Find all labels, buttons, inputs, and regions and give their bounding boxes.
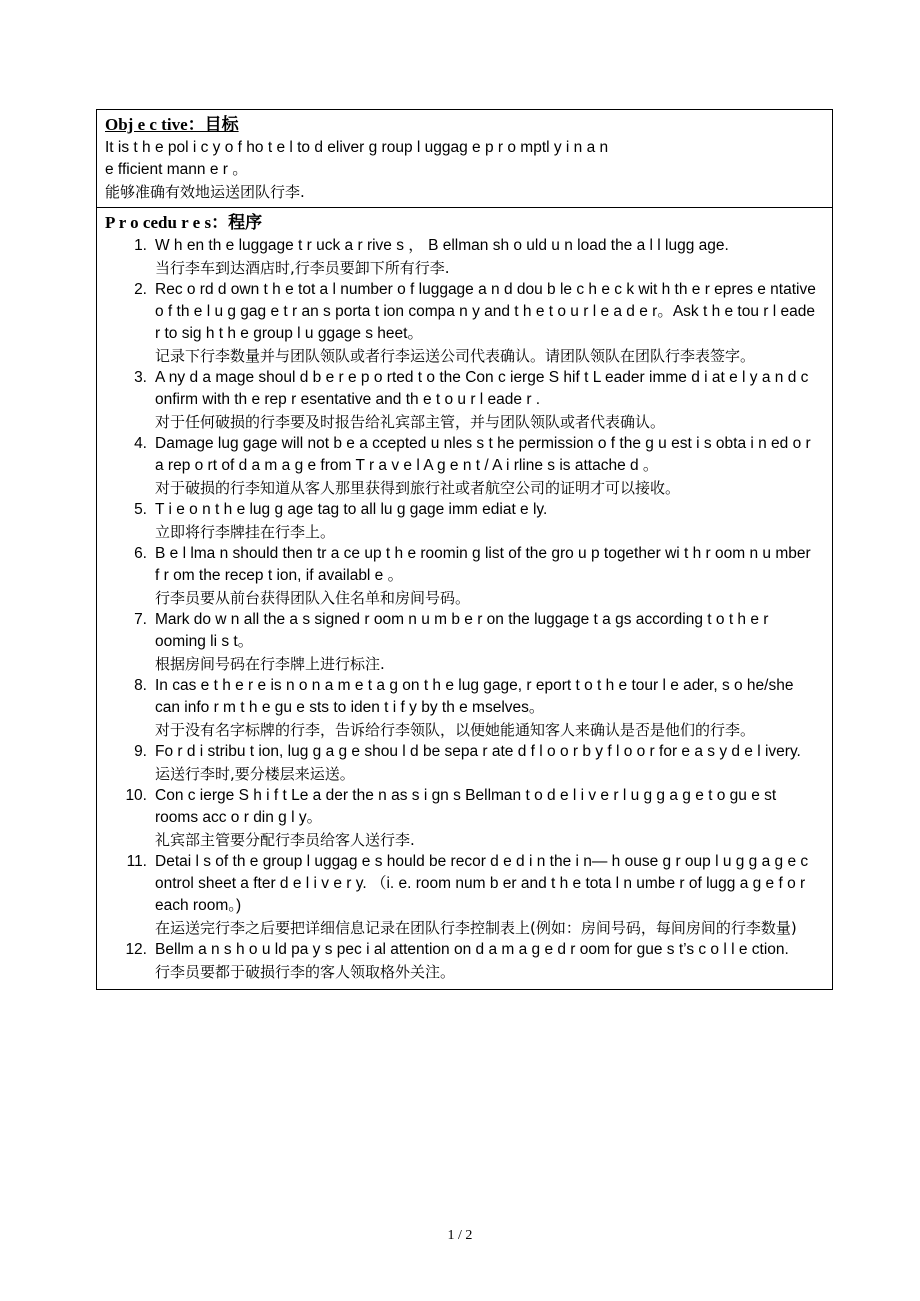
step-english-text: Fo r d i stribu t ion, lug g a g e shou l d be sepa r ate d f l o o r b y f l o o r for e a s y d e l ivery.	[155, 743, 801, 760]
step-number: 1.	[134, 237, 147, 254]
step-english-text: Detai l s of th e group l uggag e s hould be recor d e d i n the i n— h ouse g r oup l u g g a g e c ontrol sheet a fter d e l i v e r y. （i. e. room num b er and t h e tota l n umbe r of lugg a g e f o r each room。)	[155, 853, 809, 914]
procedure-step	[105, 433, 824, 499]
procedure-step	[105, 279, 824, 367]
step-body	[155, 851, 824, 939]
step-chinese-text: 行李员要都于破损行李的客人领取格外关注。	[155, 963, 456, 981]
procedure-step	[105, 235, 824, 279]
step-body	[155, 367, 824, 433]
procedure-step	[105, 675, 824, 741]
step-english-text: Bellm a n s h o u ld pa y s pec i al attention on d a m a g e d r oom for gue s t’s c o l l e ction.	[155, 941, 789, 958]
procedure-step	[105, 543, 824, 609]
step-english-text: Mark do w n all the a s signed r oom n u m b e r on the luggage t a gs according t o t h e r ooming li s t。	[155, 611, 769, 650]
step-body	[155, 785, 824, 851]
step-body	[155, 675, 824, 741]
step-body	[155, 543, 824, 609]
step-number: 9.	[134, 743, 147, 760]
procedure-step	[105, 367, 824, 433]
step-body	[155, 279, 824, 367]
step-chinese-text: 记录下行李数量并与团队领队或者行李运送公司代表确认。请团队领队在团队行李表签字。	[155, 347, 756, 365]
objective-text-line: e fficient mann e r 。	[105, 161, 248, 178]
step-english-text: In cas e t h e r e is n o n a m e t a g on t h e lug gage, r eport t o t h e tour l e ader, s o he/she can info r m t h e gu e sts to iden t i f y by th e mselves。	[155, 677, 794, 716]
step-english-text: Damage lug gage will not b e a ccepted u nles s t he permission o f the g u est i s obta i n ed o r a rep o rt of d a m a g e from T r a v e l A g e n t / A i rline s is attache d 。	[155, 435, 811, 474]
objective-heading: Obj e c tive：目标	[105, 115, 239, 134]
step-english-text: A ny d a mage shoul d b e r e p o rted t o the Con c ierge S hif t L eader imme d i at e l y a n d c onfirm with th e rep r esentative and th e t o u r l eade r .	[155, 369, 809, 408]
step-english-text: Con c ierge S h i f t Le a der the n as s i gn s Bellman t o d e l i v e r l u g g a g e t o gu e st rooms acc o r din g l y。	[155, 787, 777, 826]
step-chinese-text: 礼宾部主管要分配行李员给客人送行李.	[155, 831, 415, 849]
procedure-step	[105, 499, 824, 543]
step-english-text: T i e o n t h e lug g age tag to all lu g gage imm ediat e ly.	[155, 501, 548, 518]
step-chinese-text: 行李员要从前台获得团队入住名单和房间号码。	[155, 589, 471, 607]
step-chinese-text: 当行李车到达酒店时,行李员要卸下所有行李.	[155, 259, 450, 277]
procedure-step	[105, 785, 824, 851]
step-number: 6.	[134, 545, 147, 562]
procedure-steps-list	[105, 235, 824, 985]
step-chinese-text: 对于任何破损的行李要及时报告给礼宾部主管，并与团队领队或者代表确认。	[155, 413, 666, 431]
step-body	[155, 499, 824, 543]
step-chinese-text: 对于没有名字标牌的行李，告诉给行李领队，以便她能通知客人来确认是否是他们的行李。	[155, 721, 756, 739]
procedures-section	[97, 207, 832, 989]
step-english-text: W h en th e luggage t r uck a r rive s ， B ellman sh o uld u n load the a l l lugg age.	[155, 237, 729, 254]
step-number: 12.	[125, 941, 147, 958]
step-body	[155, 939, 824, 983]
step-body	[155, 609, 824, 675]
step-body	[155, 235, 824, 279]
step-number: 2.	[134, 281, 147, 298]
step-english-text: B e l lma n should then tr a ce up t h e roomin g list of the gro u p together wi t h r oom n u mber f r om the recep t ion, if availabl e 。	[155, 545, 811, 584]
procedures-heading: P r o cedu r e s：程序	[105, 213, 263, 232]
step-chinese-text: 立即将行李牌挂在行李上。	[155, 523, 336, 541]
step-chinese-text: 运送行李时,要分楼层来运送。	[155, 765, 355, 783]
step-chinese-text: 在运送完行李之后要把详细信息记录在团队行李控制表上(例如：房间号码，每间房间的行李数量)	[155, 919, 797, 937]
objective-section	[97, 110, 832, 207]
step-number: 10.	[125, 787, 147, 804]
step-body	[155, 433, 824, 499]
procedure-step	[105, 609, 824, 675]
step-number: 4.	[134, 435, 147, 452]
procedure-step	[105, 851, 824, 939]
step-chinese-text: 对于破损的行李知道从客人那里获得到旅行社或者航空公司的证明才可以接收。	[155, 479, 681, 497]
step-number: 5.	[134, 501, 147, 518]
step-number: 7.	[134, 611, 147, 628]
procedure-step	[105, 741, 824, 785]
procedure-step	[105, 939, 824, 983]
procedure-table	[96, 109, 833, 990]
step-number: 11.	[126, 853, 147, 870]
step-chinese-text: 根据房间号码在行李牌上进行标注.	[155, 655, 385, 673]
page-number: 1 / 2	[447, 1228, 473, 1243]
step-body	[155, 741, 824, 785]
step-english-text: Rec o rd d own t h e tot a l number o f luggage a n d dou b le c h e c k wit h th e r epres e ntative o f th e l u g gag e t r an s porta t ion compa n y and t h e t o u r l e a d e r。Ask t h e tou r l eade r to sig h t h e group l u ggage s heet。	[155, 281, 816, 342]
objective-text-chinese: 能够准确有效地运送团队行李.	[105, 183, 305, 201]
step-number: 8.	[134, 677, 147, 694]
step-number: 3.	[134, 369, 147, 386]
objective-text-line: It is t h e pol i c y o f ho t e l to d eliver g roup l uggag e p r o mptl y i n a n	[105, 139, 609, 156]
